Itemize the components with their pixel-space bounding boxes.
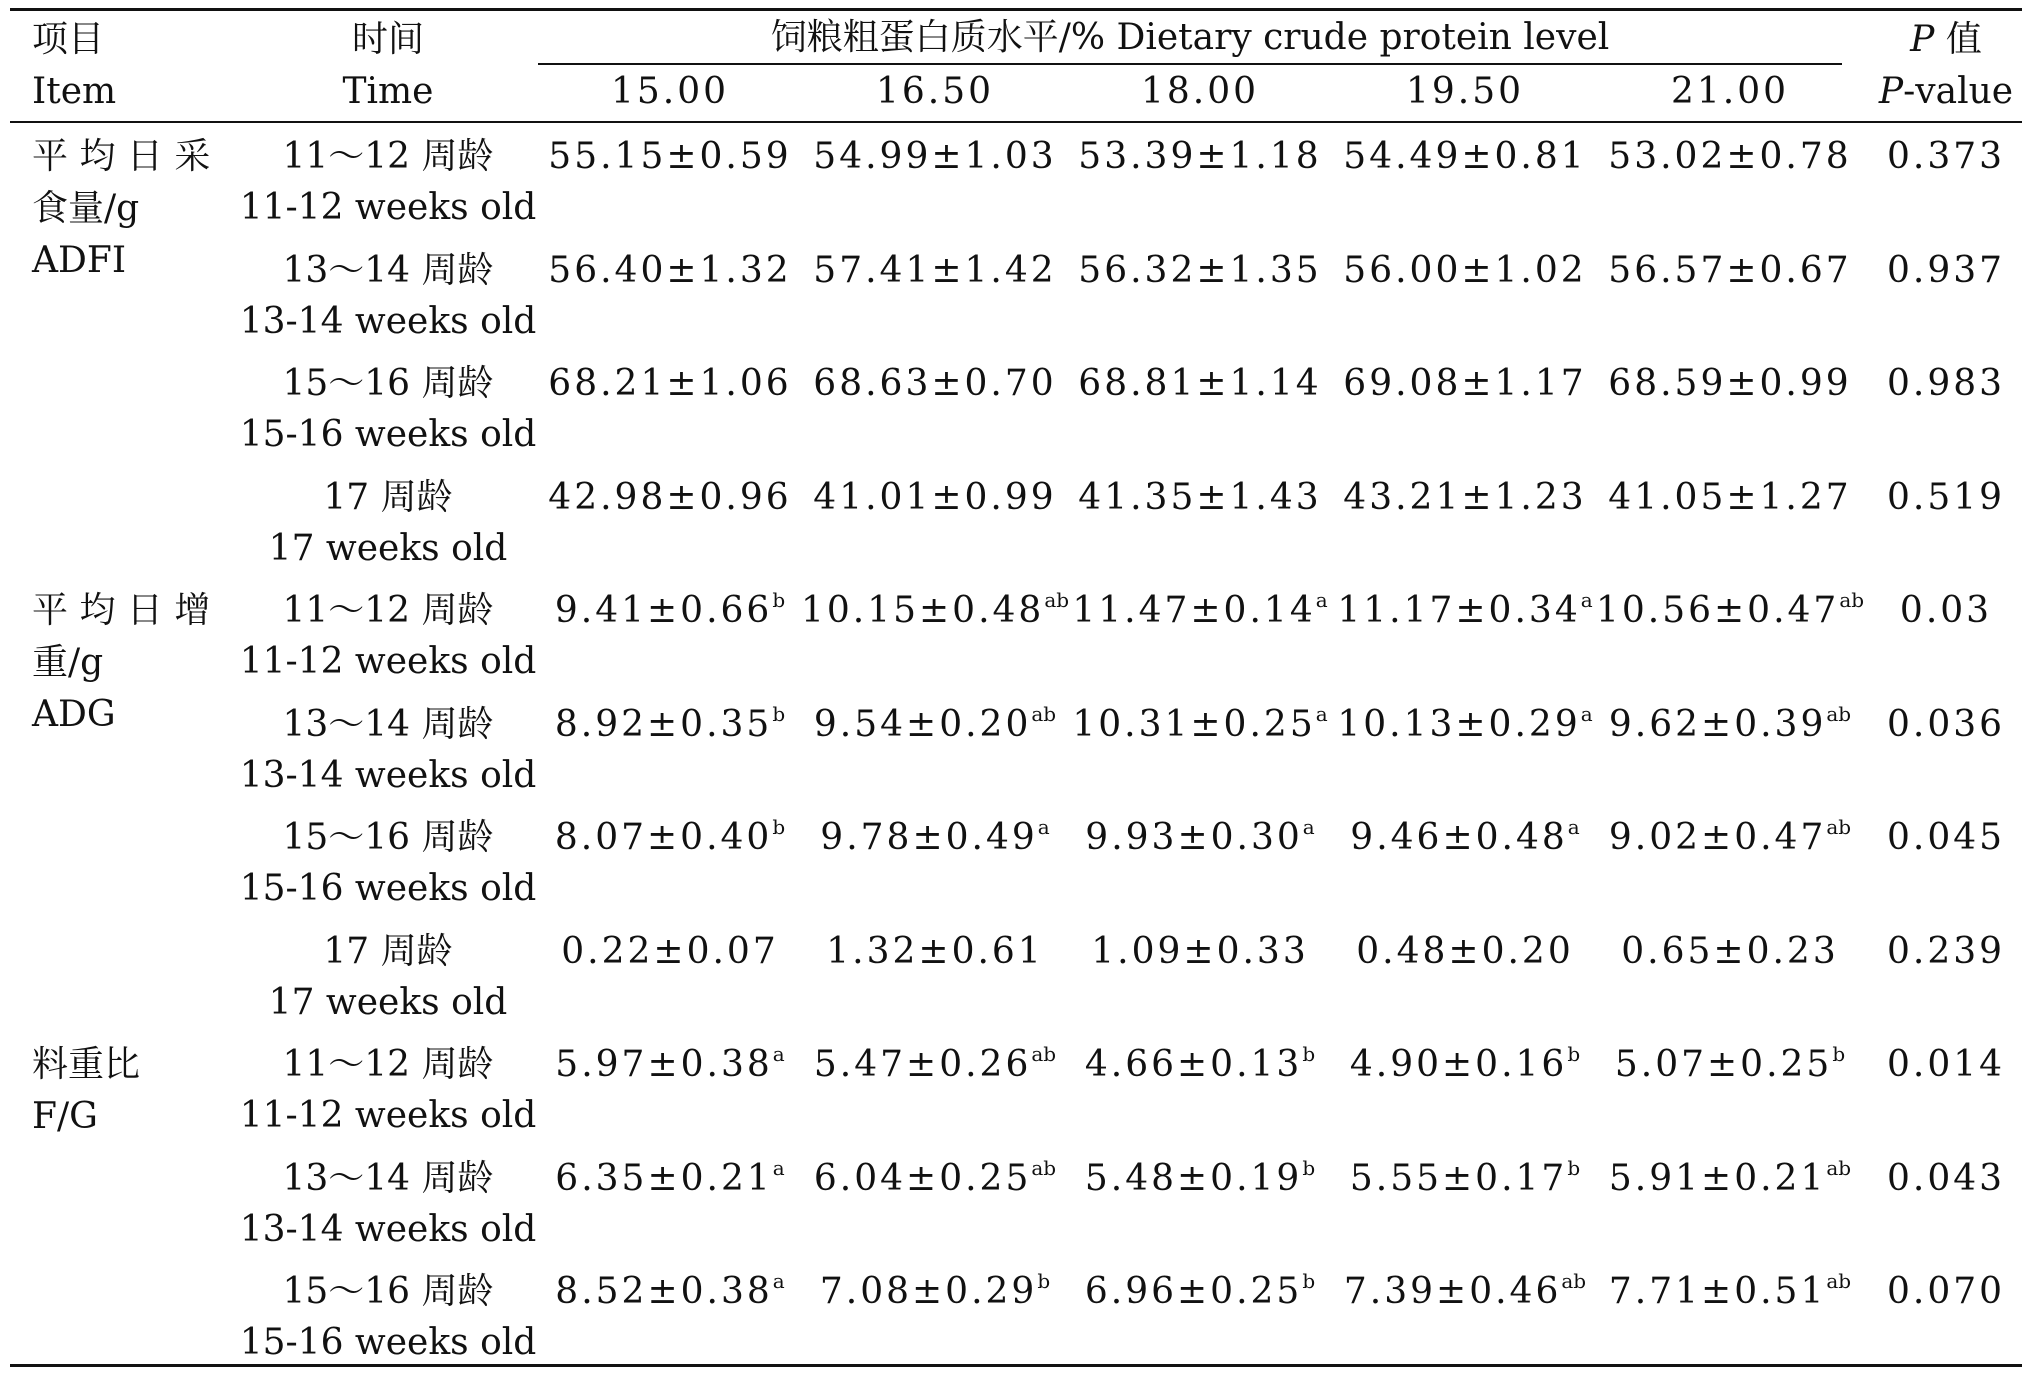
table-cell xyxy=(1085,1157,1315,1201)
cell-value: 1.09±0.33 xyxy=(1091,930,1309,972)
cell-value: 68.59±0.99 xyxy=(1608,363,1852,404)
cell-value: 11.17±0.34 xyxy=(1337,590,1581,631)
p-value: 0.045 xyxy=(1886,817,2006,858)
cell-value: 53.39±1.18 xyxy=(1078,136,1322,177)
time-cn: 13～14 周龄 xyxy=(282,703,494,745)
table-cell xyxy=(1078,249,1321,293)
significance-letter: ab xyxy=(1031,1155,1057,1180)
time-en: 17 weeks old xyxy=(268,981,508,1023)
p-value: 0.373 xyxy=(1886,136,2006,177)
table-cell xyxy=(1337,589,1592,633)
time-en: 15-16 weeks old xyxy=(239,1322,537,1363)
table-cell xyxy=(1085,816,1314,860)
table-cell xyxy=(801,589,1069,633)
table-cell xyxy=(1085,1043,1315,1087)
table-cell xyxy=(1343,362,1586,406)
cell-value: 7.08±0.29 xyxy=(819,1271,1038,1312)
significance-letter: b xyxy=(772,815,786,839)
time-cn: 11～12 周龄 xyxy=(282,1044,494,1085)
time-en: 11-12 weeks old xyxy=(239,187,537,228)
cell-value: 7.71±0.51 xyxy=(1608,1271,1827,1312)
time-cn: 15～16 周龄 xyxy=(282,363,494,404)
significance-letter: b xyxy=(772,701,786,726)
cell-value: 41.35±1.43 xyxy=(1078,476,1322,518)
time-en: 13-14 weeks old xyxy=(239,300,537,342)
table-cell xyxy=(555,703,785,747)
cell-value: 9.78±0.49 xyxy=(820,817,1038,858)
cell-value: 9.54±0.20 xyxy=(813,703,1032,745)
time-cn: 17 周龄 xyxy=(323,930,453,972)
table-cell xyxy=(1337,703,1592,747)
cell-value: 10.13±0.29 xyxy=(1337,703,1581,745)
header-level-5: 21.00 xyxy=(1670,71,1790,112)
cell-value: 69.08±1.17 xyxy=(1343,363,1587,404)
table-cell xyxy=(548,476,791,520)
table-cell xyxy=(826,930,1043,974)
table-cell xyxy=(1350,1157,1580,1201)
significance-letter: b xyxy=(1832,1042,1846,1066)
table-cell xyxy=(548,135,791,179)
p-value: 0.983 xyxy=(1886,363,2006,404)
cell-value: 5.97±0.38 xyxy=(555,1044,773,1085)
significance-letter: ab xyxy=(1561,1269,1587,1293)
table-cell xyxy=(1350,1043,1580,1087)
group-label-line: ADG xyxy=(32,694,116,735)
significance-letter: a xyxy=(1567,815,1580,839)
table-cell xyxy=(1350,816,1579,860)
cell-value: 11.47±0.14 xyxy=(1072,590,1316,631)
cell-value: 9.62±0.39 xyxy=(1608,703,1827,745)
table-cell xyxy=(820,1270,1050,1314)
table-cell xyxy=(1078,362,1321,406)
significance-letter: b xyxy=(1302,1155,1316,1180)
group-label-line: F/G xyxy=(32,1096,98,1137)
significance-letter: ab xyxy=(1044,588,1070,612)
table-cell xyxy=(813,476,1056,520)
cell-value: 4.90±0.16 xyxy=(1349,1044,1568,1085)
table-cell xyxy=(1072,589,1327,633)
top-rule xyxy=(10,8,2022,11)
cell-value: 0.48±0.20 xyxy=(1356,930,1574,972)
p-value: 0.239 xyxy=(1886,930,2006,972)
table-cell xyxy=(1091,930,1308,974)
table-cell xyxy=(1621,930,1838,974)
significance-letter: a xyxy=(1315,588,1328,612)
table-cell xyxy=(813,249,1056,293)
time-en: 11-12 weeks old xyxy=(239,1095,537,1136)
table-cell xyxy=(1085,1270,1315,1314)
table-cell xyxy=(555,1043,784,1087)
cell-value: 0.22±0.07 xyxy=(561,930,779,972)
cell-value: 68.63±0.70 xyxy=(813,363,1057,404)
group-label-line: 平 均 日 增 xyxy=(32,590,211,631)
header-time-cn: 时间 xyxy=(351,19,425,60)
table-cell xyxy=(1343,249,1586,293)
time-cn: 11～12 周龄 xyxy=(282,136,494,177)
significance-letter: ab xyxy=(1826,1269,1852,1293)
time-en: 13-14 weeks old xyxy=(239,1208,537,1250)
table-cell xyxy=(814,1157,1056,1201)
header-p-cn xyxy=(1910,18,1982,62)
table-cell xyxy=(561,930,778,974)
cell-value: 41.01±0.99 xyxy=(813,476,1057,518)
table-cell xyxy=(1343,135,1586,179)
table-cell xyxy=(1608,476,1851,520)
table-cell xyxy=(1343,476,1586,520)
cell-value: 68.21±1.06 xyxy=(548,363,792,404)
cell-value: 5.55±0.17 xyxy=(1349,1157,1568,1199)
cell-value: 1.32±0.61 xyxy=(826,930,1044,972)
p-letter: P xyxy=(1910,19,1935,60)
group-label-line: 平 均 日 采 xyxy=(32,136,211,177)
header-level-4: 19.50 xyxy=(1405,71,1525,112)
cell-value: 54.99±1.03 xyxy=(813,136,1057,177)
table-cell xyxy=(1078,476,1321,520)
cell-value: 56.40±1.32 xyxy=(548,249,792,291)
table-cell xyxy=(555,1270,784,1314)
significance-letter: b xyxy=(1037,1269,1051,1293)
table-cell xyxy=(1609,1270,1851,1314)
significance-letter: b xyxy=(1567,1155,1581,1180)
p-value: 0.014 xyxy=(1886,1044,2006,1085)
cell-value: 55.15±0.59 xyxy=(548,136,792,177)
time-en: 15-16 weeks old xyxy=(239,868,537,909)
table-cell xyxy=(548,362,791,406)
p-letter: P xyxy=(1878,71,1904,112)
p-en-rest: -value xyxy=(1903,71,2014,112)
significance-letter: ab xyxy=(1031,1042,1057,1066)
significance-letter: a xyxy=(772,1155,785,1180)
time-en: 15-16 weeks old xyxy=(239,414,537,455)
cell-value: 10.15±0.48 xyxy=(800,590,1045,631)
group-label-line: 重/g xyxy=(32,642,104,683)
significance-letter: a xyxy=(1580,701,1593,726)
time-cn: 13～14 周龄 xyxy=(282,1157,494,1199)
p-value: 0.043 xyxy=(1886,1157,2006,1199)
table-cell xyxy=(1608,362,1851,406)
time-cn: 13～14 周龄 xyxy=(282,249,494,291)
cell-value: 8.92±0.35 xyxy=(554,703,773,745)
table-cell xyxy=(1356,930,1573,974)
significance-letter: a xyxy=(1580,588,1593,612)
cell-value: 43.21±1.23 xyxy=(1343,476,1587,518)
significance-letter: a xyxy=(1302,815,1315,839)
cell-value: 10.56±0.47 xyxy=(1595,590,1840,631)
cell-value: 68.81±1.14 xyxy=(1078,363,1322,404)
significance-letter: b xyxy=(772,588,786,612)
cell-value: 8.52±0.38 xyxy=(555,1271,773,1312)
cell-value: 41.05±1.27 xyxy=(1608,476,1852,518)
significance-letter: a xyxy=(772,1269,785,1293)
p-value: 0.070 xyxy=(1886,1271,2006,1312)
header-item-en: Item xyxy=(32,71,117,112)
cell-value: 9.46±0.48 xyxy=(1350,817,1568,858)
p-value: 0.519 xyxy=(1886,476,2006,518)
cell-value: 5.07±0.25 xyxy=(1614,1044,1833,1085)
header-level-1: 15.00 xyxy=(610,71,730,112)
group-label-line: ADFI xyxy=(32,240,127,281)
cell-value: 42.98±0.96 xyxy=(548,476,792,518)
header-item-cn: 项目 xyxy=(32,19,105,60)
time-en: 17 weeks old xyxy=(268,527,508,569)
significance-letter: b xyxy=(1567,1042,1581,1066)
p-value: 0.036 xyxy=(1886,703,2006,745)
cell-value: 6.96±0.25 xyxy=(1084,1271,1303,1312)
group-header-rule xyxy=(538,63,1842,65)
significance-letter: b xyxy=(1302,1042,1316,1066)
cell-value: 10.31±0.25 xyxy=(1072,703,1316,745)
significance-letter: a xyxy=(1037,815,1050,839)
cell-value: 56.32±1.35 xyxy=(1078,249,1322,291)
header-bottom-rule xyxy=(10,121,2022,123)
time-cn: 15～16 周龄 xyxy=(282,1271,494,1312)
significance-letter: ab xyxy=(1826,701,1852,726)
table-cell xyxy=(1609,1157,1851,1201)
p-cn-rest: 值 xyxy=(1945,19,1982,60)
p-value: 0.937 xyxy=(1886,249,2006,291)
significance-letter: ab xyxy=(1031,701,1057,726)
table-cell xyxy=(1608,249,1851,293)
significance-letter: ab xyxy=(1839,588,1865,612)
table-cell xyxy=(1072,703,1327,747)
time-en: 13-14 weeks old xyxy=(239,754,537,796)
table-cell xyxy=(1608,135,1851,179)
header-time-en: Time xyxy=(342,71,434,112)
cell-value: 8.07±0.40 xyxy=(554,817,773,858)
cell-value: 54.49±0.81 xyxy=(1343,136,1587,177)
table-cell xyxy=(814,703,1056,747)
cell-value: 6.04±0.25 xyxy=(813,1157,1032,1199)
table-cell xyxy=(555,1157,784,1201)
cell-value: 5.91±0.21 xyxy=(1608,1157,1827,1199)
table-cell xyxy=(820,816,1049,860)
cell-value: 9.02±0.47 xyxy=(1608,817,1827,858)
table-cell xyxy=(1615,1043,1845,1087)
cell-value: 6.35±0.21 xyxy=(555,1157,773,1199)
significance-letter: a xyxy=(1315,701,1328,726)
time-cn: 17 周龄 xyxy=(323,476,453,518)
table-cell xyxy=(813,135,1056,179)
group-label-line: 食量/g xyxy=(32,188,140,229)
table-cell xyxy=(555,816,785,860)
cell-value: 4.66±0.13 xyxy=(1084,1044,1303,1085)
time-cn: 15～16 周龄 xyxy=(282,817,494,858)
time-en: 11-12 weeks old xyxy=(239,641,537,682)
cell-value: 5.48±0.19 xyxy=(1084,1157,1303,1199)
table-cell xyxy=(555,589,785,633)
table-cell xyxy=(1344,1270,1586,1314)
time-cn: 11～12 周龄 xyxy=(282,590,494,631)
p-value: 0.03 xyxy=(1899,590,1993,631)
cell-value: 7.39±0.46 xyxy=(1343,1271,1562,1312)
group-label-line: 料重比 xyxy=(32,1044,141,1085)
cell-value: 57.41±1.42 xyxy=(813,249,1057,291)
table-cell xyxy=(1078,135,1321,179)
table-cell xyxy=(814,1043,1056,1087)
table-cell xyxy=(1609,703,1851,747)
significance-letter: ab xyxy=(1826,1155,1852,1180)
header-level-3: 18.00 xyxy=(1140,71,1260,112)
header-p-en xyxy=(1879,70,2013,114)
cell-value: 53.02±0.78 xyxy=(1608,136,1852,177)
significance-letter: b xyxy=(1302,1269,1316,1293)
header-level-2: 16.50 xyxy=(875,71,995,112)
cell-value: 9.41±0.66 xyxy=(554,590,773,631)
table-cell xyxy=(1609,816,1851,860)
significance-letter: a xyxy=(772,1042,785,1066)
table-cell xyxy=(548,249,791,293)
cell-value: 9.93±0.30 xyxy=(1085,817,1303,858)
cell-value: 56.57±0.67 xyxy=(1608,249,1852,291)
significance-letter: ab xyxy=(1826,815,1852,839)
cell-value: 0.65±0.23 xyxy=(1621,930,1839,972)
cell-value: 56.00±1.02 xyxy=(1343,249,1587,291)
table-cell xyxy=(813,362,1056,406)
table-cell xyxy=(1596,589,1864,633)
cell-value: 5.47±0.26 xyxy=(813,1044,1032,1085)
header-level-group: 饲粮粗蛋白质水平/% Dietary crude protein level xyxy=(770,17,1610,58)
